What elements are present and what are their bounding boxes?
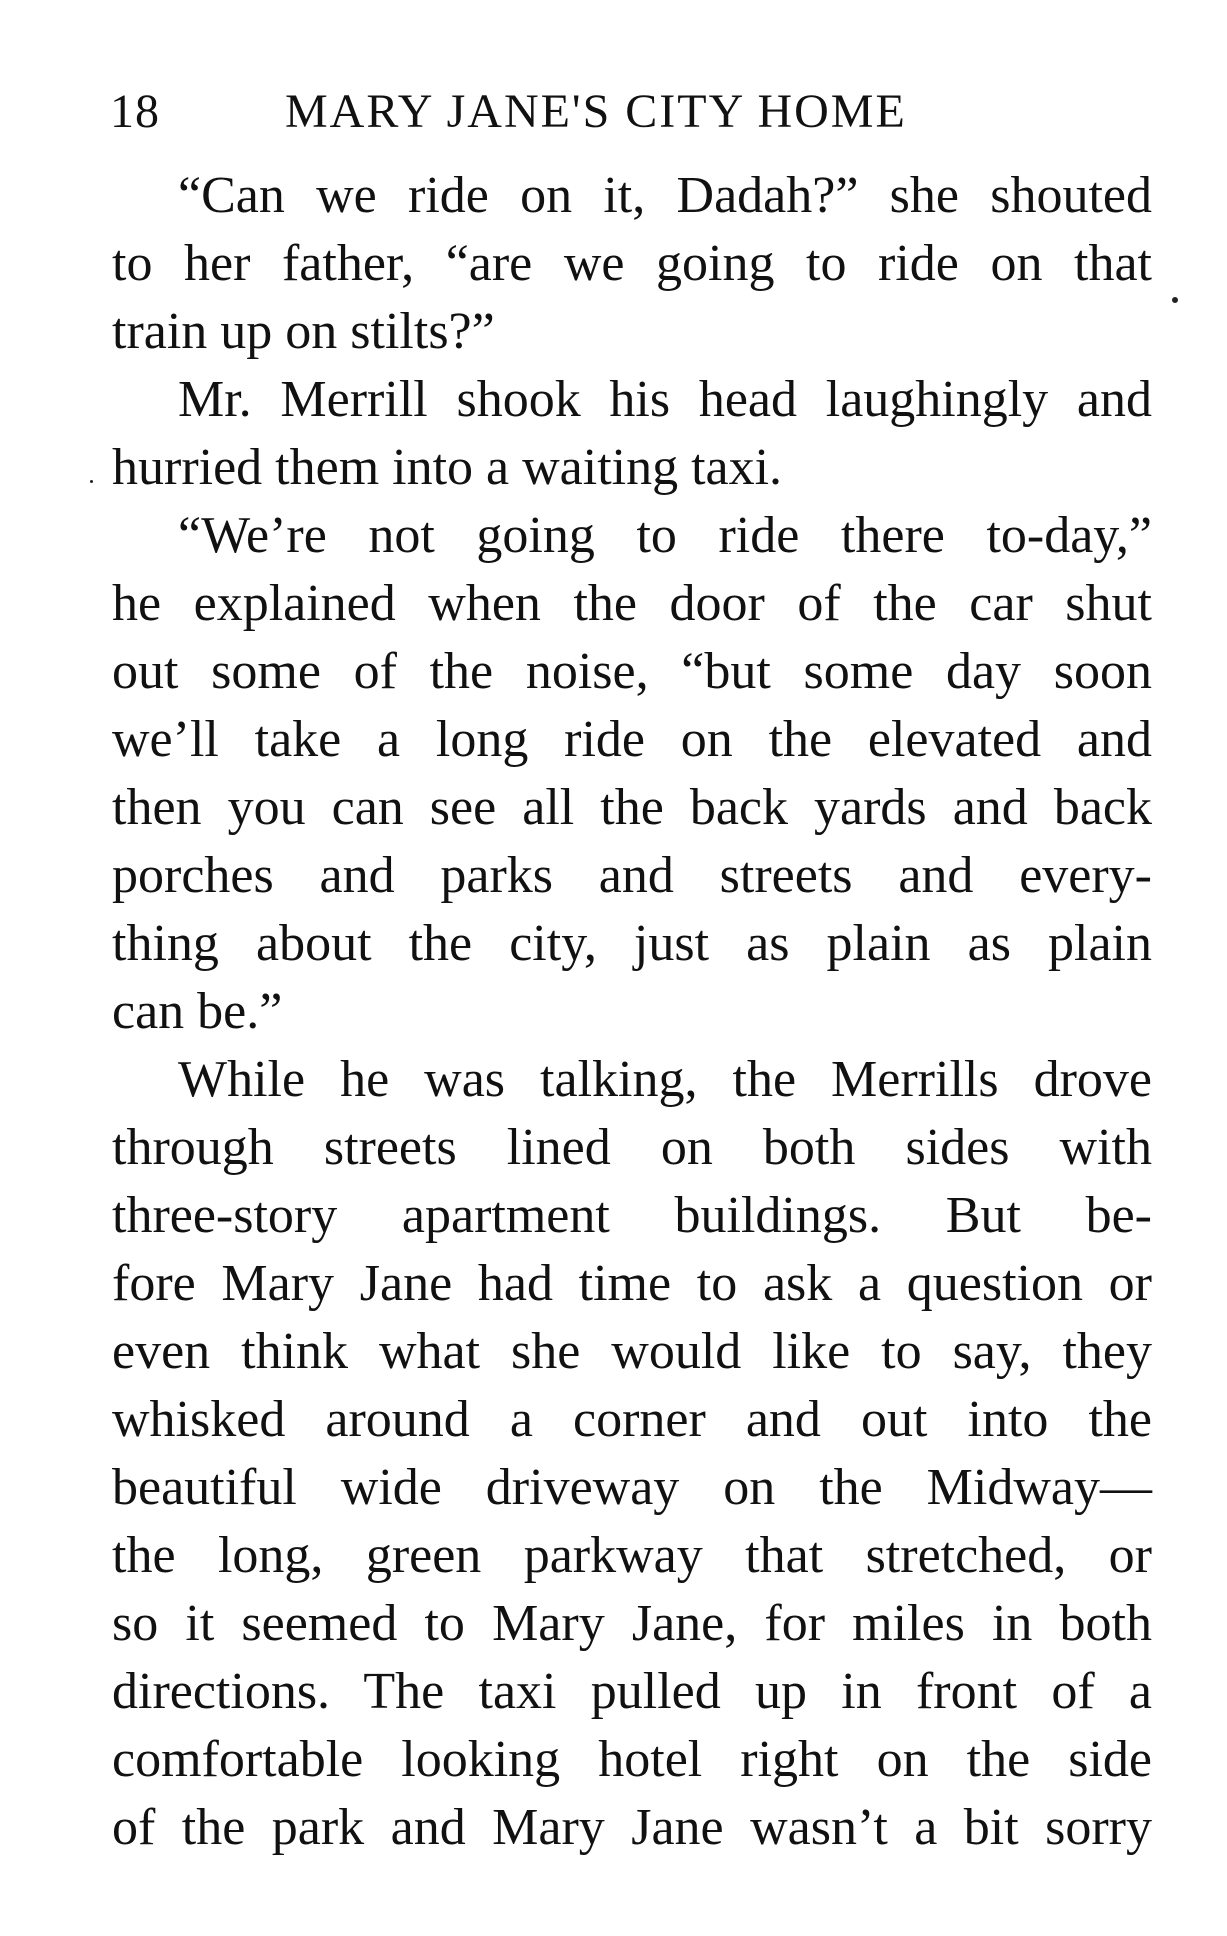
text-line: hurried them into a waiting taxi. [112, 439, 783, 496]
text-line: porches and parks and streets and every- [112, 847, 1152, 904]
text-line: even think what she would like to say, they [112, 1323, 1152, 1380]
text-line: Mr. Merrill shook his head laughingly and [178, 371, 1152, 428]
text-line: through streets lined on both sides with [112, 1119, 1152, 1176]
text-line: of the park and Mary Jane wasn’t a bit sorry [112, 1799, 1152, 1856]
text-line: “We’re not going to ride there to-day,” [178, 507, 1152, 564]
page-header [110, 82, 1150, 142]
text-line: then you can see all the back yards and back [112, 779, 1152, 836]
text-line: out some of the noise, “but some day soon [112, 643, 1152, 700]
text-line: directions. The taxi pulled up in front of a [112, 1663, 1152, 1720]
running-title: MARY JANE'S CITY HOME [285, 85, 907, 138]
text-line: three-story apartment buildings. But be- [112, 1187, 1152, 1244]
text-line: to her father, “are we going to ride on that [112, 235, 1152, 292]
text-line: whisked around a corner and out into the [112, 1391, 1152, 1448]
text-line: train up on stilts?” [112, 303, 495, 360]
text-line: so it seemed to Mary Jane, for miles in both [112, 1595, 1152, 1652]
text-line: can be.” [112, 983, 283, 1040]
body-text [112, 162, 1152, 1862]
text-line: fore Mary Jane had time to ask a question or [112, 1255, 1152, 1312]
text-line: “Can we ride on it, Dadah?” she shouted [178, 167, 1152, 224]
text-line: While he was talking, the Merrills drove [178, 1051, 1152, 1108]
text-line: thing about the city, just as plain as plain [112, 915, 1152, 972]
text-line: we’ll take a long ride on the elevated and [112, 711, 1152, 768]
text-line: he explained when the door of the car shut [112, 575, 1152, 632]
text-line: beautiful wide driveway on the Midway— [112, 1459, 1152, 1516]
scan-speck [1172, 297, 1178, 303]
scan-speck [90, 480, 93, 483]
text-line: the long, green parkway that stretched, or [112, 1527, 1152, 1584]
page-number: 18 [110, 85, 160, 138]
text-line: comfortable looking hotel right on the side [112, 1731, 1152, 1788]
